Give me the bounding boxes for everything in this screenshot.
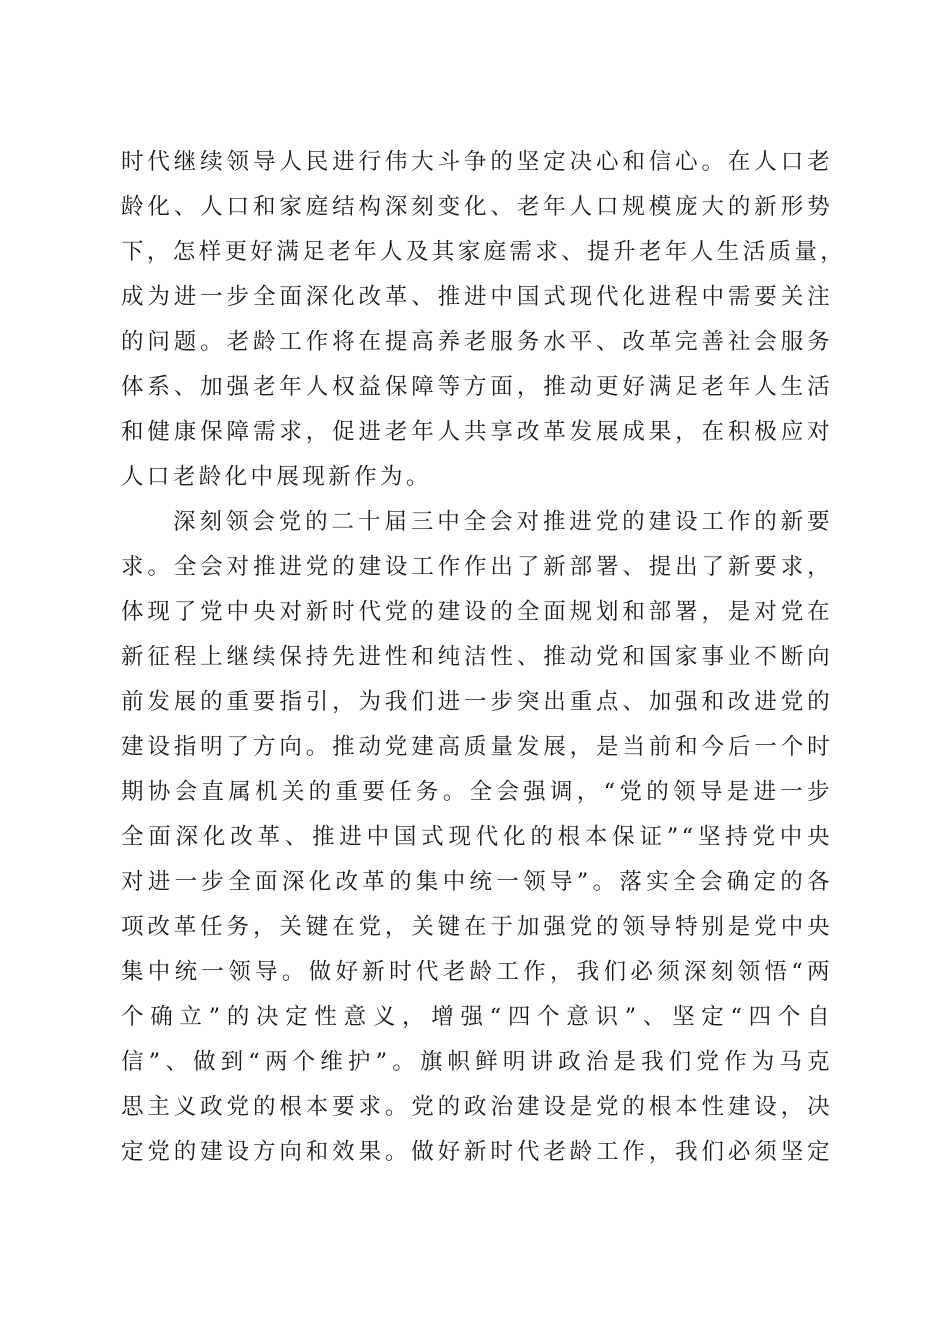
text-line: 新征程上继续保持先进性和纯洁性、推动党和国家事业不断向 [121,644,833,670]
text-line: 个确立”的决定性意义，增强“四个意识”、坚定“四个自 [121,1004,833,1030]
text-line: 深刻领会党的二十届三中全会对推进党的建设工作的新要 [173,509,833,535]
text-line: 信”、做到“两个维护”。旗帜鲜明讲政治是我们党作为马克 [121,1049,833,1075]
text-line: 的问题。老龄工作将在提高养老服务水平、改革完善社会服务 [121,329,833,355]
text-line: 和健康保障需求，促进老年人共享改革发展成果，在积极应对 [121,419,833,445]
text-line: 前发展的重要指引，为我们进一步突出重点、加强和改进党的 [121,689,833,715]
text-line: 建设指明了方向。推动党建高质量发展，是当前和今后一个时 [121,734,833,760]
text-line: 成为进一步全面深化改革、推进中国式现代化进程中需要关注 [121,284,833,310]
text-line: 下，怎样更好满足老年人及其家庭需求、提升老年人生活质量， [121,239,847,265]
text-line: 时代继续领导人民进行伟大斗争的坚定决心和信心。在人口老 [121,149,833,175]
text-line: 体现了党中央对新时代党的建设的全面规划和部署，是对党在 [121,599,833,625]
text-line: 全面深化改革、推进中国式现代化的根本保证”“坚持党中央 [121,824,833,850]
text-line: 求。全会对推进党的建设工作作出了新部署、提出了新要求， [121,554,833,580]
text-line: 人口老龄化中展现新作为。 [121,464,432,490]
paragraph-2 [121,500,833,1175]
text-line: 期协会直属机关的重要任务。全会强调，“党的领导是进一步 [121,779,833,805]
text-line: 龄化、人口和家庭结构深刻变化、老年人口规模庞大的新形势 [121,194,833,220]
text-line: 集中统一领导。做好新时代老龄工作，我们必须深刻领悟“两 [121,959,833,985]
text-line: 体系、加强老年人权益保障等方面，推动更好满足老年人生活 [121,374,833,400]
body-text [121,140,847,1175]
text-line: 项改革任务，关键在党，关键在于加强党的领导特别是党中央 [121,914,833,940]
paragraph-1 [121,140,847,500]
text-line: 思主义政党的根本要求。党的政治建设是党的根本性建设，决 [121,1094,833,1120]
text-line: 定党的建设方向和效果。做好新时代老龄工作，我们必须坚定 [121,1139,833,1165]
text-line: 对进一步全面深化改革的集中统一领导”。落实全会确定的各 [121,869,833,895]
